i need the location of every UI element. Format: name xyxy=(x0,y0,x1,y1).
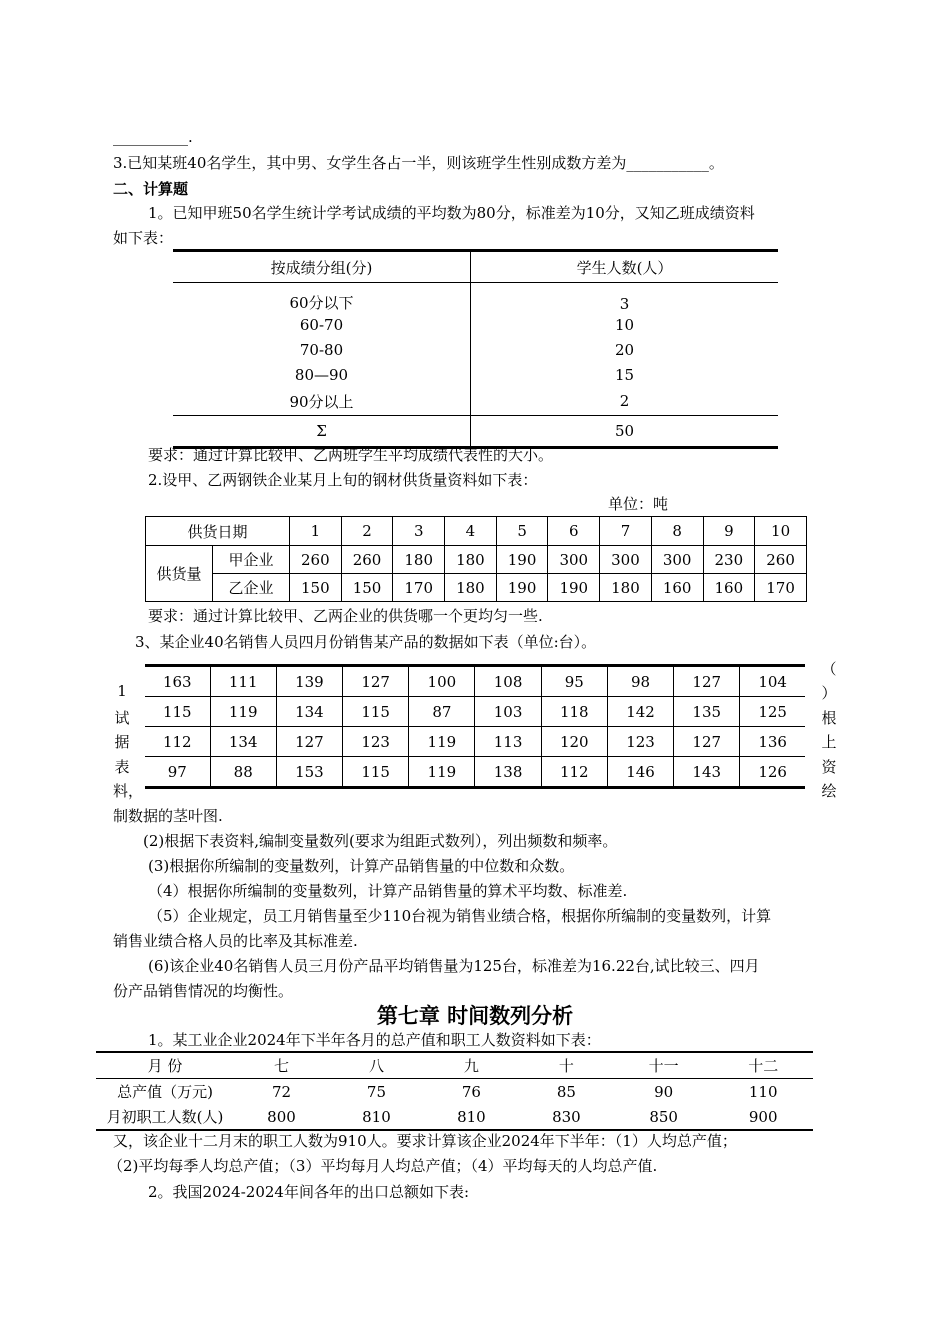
table-cell: 115 xyxy=(145,697,210,727)
side-text-right: （ xyxy=(821,660,837,678)
table-cell: 118 xyxy=(541,697,607,727)
table-cell: 119 xyxy=(210,697,276,727)
table-cell: 150 xyxy=(341,574,393,602)
table-cell: 127 xyxy=(276,727,342,757)
month-header: 十二 xyxy=(713,1052,813,1079)
table-cell: 3 xyxy=(619,294,630,313)
table-cell: 134 xyxy=(276,697,342,727)
table-cell: 108 xyxy=(475,666,541,697)
table-cell: 180 xyxy=(445,546,497,574)
table-cell: 170 xyxy=(755,574,807,602)
requirement-2: 要求：通过计算比较甲、乙两企业的供货哪一个更均匀一些. xyxy=(148,607,543,625)
table-cell: 190 xyxy=(496,546,548,574)
row-label: 月初职工人数(人) xyxy=(106,1108,224,1126)
side-text-right: 根 xyxy=(821,709,837,727)
table-cell: 111 xyxy=(210,666,276,697)
month-header: 十一 xyxy=(614,1052,714,1079)
score-table xyxy=(173,249,778,449)
table-cell: 88 xyxy=(210,757,276,788)
table-cell: 110 xyxy=(748,1082,778,1101)
table-cell: 15 xyxy=(614,366,635,384)
table-cell: 2 xyxy=(619,392,630,410)
table-cell: 180 xyxy=(445,574,497,602)
table-cell: 160 xyxy=(651,574,703,602)
table-cell: 20 xyxy=(614,341,635,359)
table-cell: 10 xyxy=(614,316,635,334)
problem-2: 2.设甲、乙两钢铁企业某月上旬的钢材供货量资料如下表： xyxy=(148,471,538,489)
day-header: 3 xyxy=(393,517,445,546)
problem-1-line1: 1。已知甲班50名学生统计学考试成绩的平均数为80分，标准差为10分，又知乙班成绩资料 xyxy=(148,204,755,222)
table-cell: 163 xyxy=(145,666,210,697)
group-label: 供货量 xyxy=(146,546,213,602)
table-cell: 112 xyxy=(541,757,607,788)
table-cell: 90分以上 xyxy=(173,388,471,416)
month-header: 九 xyxy=(424,1052,519,1079)
question-3: 3.已知某班40名学生，其中男、女学生各占一半，则该班学生性别成数方差为___________。 xyxy=(113,154,724,172)
ch7-problem-2: 2。我国2024-2024年间各年的出口总额如下表: xyxy=(148,1183,470,1201)
table-cell: 138 xyxy=(475,757,541,788)
day-header: 2 xyxy=(341,517,393,546)
table-cell: 119 xyxy=(409,727,475,757)
day-header: 1 xyxy=(290,517,342,546)
task-2: (2)根据下表资料,编制变量数列(要求为组距式数列），列出频数和频率。 xyxy=(143,832,618,850)
month-header: 八 xyxy=(329,1052,424,1079)
table-cell: 150 xyxy=(290,574,342,602)
side-text-right: 绘 xyxy=(821,782,837,800)
table-cell: 139 xyxy=(276,666,342,697)
table-cell: 300 xyxy=(651,546,703,574)
side-text-right: 上 xyxy=(821,733,837,751)
task-5-cont: 销售业绩合格人员的比率及其标准差. xyxy=(113,932,358,950)
side-text-left: 1 xyxy=(117,682,127,700)
table-cell: 70-80 xyxy=(173,338,471,363)
ch7-text-2: （2)平均每季人均总产值；（3）平均每月人均总产值；（4）平均每天的人均总产值. xyxy=(108,1157,658,1175)
table-cell: 134 xyxy=(210,727,276,757)
table-cell: 850 xyxy=(649,1107,678,1126)
table-cell: 125 xyxy=(740,697,805,727)
table-cell: 97 xyxy=(145,757,210,788)
table-cell: 127 xyxy=(343,666,409,697)
answer-blank: __________. xyxy=(113,128,193,146)
task-5: （5）企业规定，员工月销售量至少110台视为销售业绩合格，根据你所编制的变量数列，计算 xyxy=(148,907,772,925)
table-cell: 260 xyxy=(755,546,807,574)
table-cell: 87 xyxy=(409,697,475,727)
task-6: (6)该企业40名销售人员三月份产品平均销售量为125台，标准差为16.22台,试比较三、四月 xyxy=(148,957,760,975)
month-label: 月 份 xyxy=(96,1052,234,1079)
table-cell: 153 xyxy=(276,757,342,788)
table-cell: 115 xyxy=(343,697,409,727)
day-header: 9 xyxy=(703,517,755,546)
day-header: 6 xyxy=(548,517,600,546)
side-text-left: 试 xyxy=(114,709,130,727)
table-cell: 115 xyxy=(343,757,409,788)
table-header: 按成绩分组(分) xyxy=(173,251,471,283)
chapter-title: 第七章 时间数列分析 xyxy=(376,1004,574,1028)
table-cell: 60分以下 xyxy=(173,283,471,313)
ch7-text-1: 又，该企业十二月末的职工人数为910人。要求计算该企业2024年下半年：（1）人均总产值； xyxy=(113,1132,737,1150)
table-cell: 123 xyxy=(343,727,409,757)
table-cell: 60-70 xyxy=(173,313,471,338)
month-header: 十 xyxy=(519,1052,614,1079)
table-cell: 120 xyxy=(541,727,607,757)
unit-label: 单位：吨 xyxy=(608,495,669,513)
table-cell: 810 xyxy=(362,1107,391,1126)
table-cell: 119 xyxy=(409,757,475,788)
table-header: 学生人数(人） xyxy=(471,251,779,283)
month-header: 七 xyxy=(234,1052,329,1079)
requirement-1: 要求：通过计算比较甲、乙两班学生平均成绩代表性的大小。 xyxy=(148,446,554,464)
sum-label: Σ xyxy=(173,415,471,447)
day-header: 4 xyxy=(445,517,497,546)
table-cell: 112 xyxy=(145,727,210,757)
task-4: （4）根据你所编制的变量数列，计算产品销售量的算术平均数、标准差. xyxy=(148,882,628,900)
table-cell: 142 xyxy=(607,697,673,727)
row-label: 乙企业 xyxy=(213,574,290,602)
side-text-left: 料， xyxy=(113,782,144,800)
stem-leaf-line: 制数据的茎叶图. xyxy=(113,807,223,825)
table-cell: 160 xyxy=(703,574,755,602)
table-cell: 830 xyxy=(552,1107,581,1126)
table-cell: 260 xyxy=(290,546,342,574)
problem-1-line2: 如下表： xyxy=(113,229,174,247)
table-cell: 76 xyxy=(461,1082,481,1101)
supply-table xyxy=(145,516,807,602)
table-cell: 170 xyxy=(393,574,445,602)
task-6-cont: 份产品销售情况的均衡性。 xyxy=(113,982,294,1000)
day-header: 7 xyxy=(600,517,652,546)
table-cell: 136 xyxy=(740,727,805,757)
row-label: 甲企业 xyxy=(213,546,290,574)
side-text-right: ） xyxy=(821,684,837,702)
table-cell: 75 xyxy=(366,1082,386,1101)
table-cell: 300 xyxy=(600,546,652,574)
table-cell: 135 xyxy=(674,697,740,727)
table-cell: 113 xyxy=(475,727,541,757)
table-cell: 800 xyxy=(267,1107,296,1126)
table-cell: 72 xyxy=(271,1082,292,1101)
side-text-left: 表 xyxy=(114,758,130,776)
ch7-problem-1: 1。某工业企业2024年下半年各月的总产值和职工人数资料如下表： xyxy=(148,1031,601,1049)
day-header: 10 xyxy=(755,517,807,546)
table-cell: 230 xyxy=(703,546,755,574)
day-header: 5 xyxy=(496,517,548,546)
table-cell: 810 xyxy=(457,1107,486,1126)
table-cell: 260 xyxy=(341,546,393,574)
table-cell: 190 xyxy=(496,574,548,602)
problem-3: 3、某企业40名销售人员四月份销售某产品的数据如下表（单位:台）。 xyxy=(135,633,597,651)
row-label: 总产值（万元) xyxy=(117,1083,213,1101)
sales-table xyxy=(145,664,805,789)
table-cell: 180 xyxy=(600,574,652,602)
table-cell: 190 xyxy=(548,574,600,602)
table-cell: 127 xyxy=(674,666,740,697)
table-cell: 103 xyxy=(475,697,541,727)
table-cell: 300 xyxy=(548,546,600,574)
side-text-right: 资 xyxy=(821,758,837,776)
table-cell: 900 xyxy=(748,1107,778,1126)
table-cell: 100 xyxy=(409,666,475,697)
day-header: 8 xyxy=(651,517,703,546)
table-cell: 143 xyxy=(674,757,740,788)
table-cell: 80—90 xyxy=(173,363,471,388)
table-cell: 104 xyxy=(740,666,805,697)
sum-value: 50 xyxy=(471,415,779,447)
table-cell: 95 xyxy=(541,666,607,697)
task-3: (3)根据你所编制的变量数列，计算产品销售量的中位数和众数。 xyxy=(148,857,575,875)
date-label: 供货日期 xyxy=(146,517,290,546)
table-cell: 123 xyxy=(607,727,673,757)
table-cell: 90 xyxy=(654,1082,674,1101)
table-cell: 85 xyxy=(556,1082,576,1101)
section-heading: 二、计算题 xyxy=(113,180,189,198)
table-cell: 180 xyxy=(393,546,445,574)
table-cell: 146 xyxy=(607,757,673,788)
table-cell: 126 xyxy=(740,757,805,788)
table-cell: 98 xyxy=(607,666,673,697)
side-text-left: 据 xyxy=(114,733,130,751)
table-cell: 127 xyxy=(674,727,740,757)
output-table xyxy=(96,1051,813,1131)
